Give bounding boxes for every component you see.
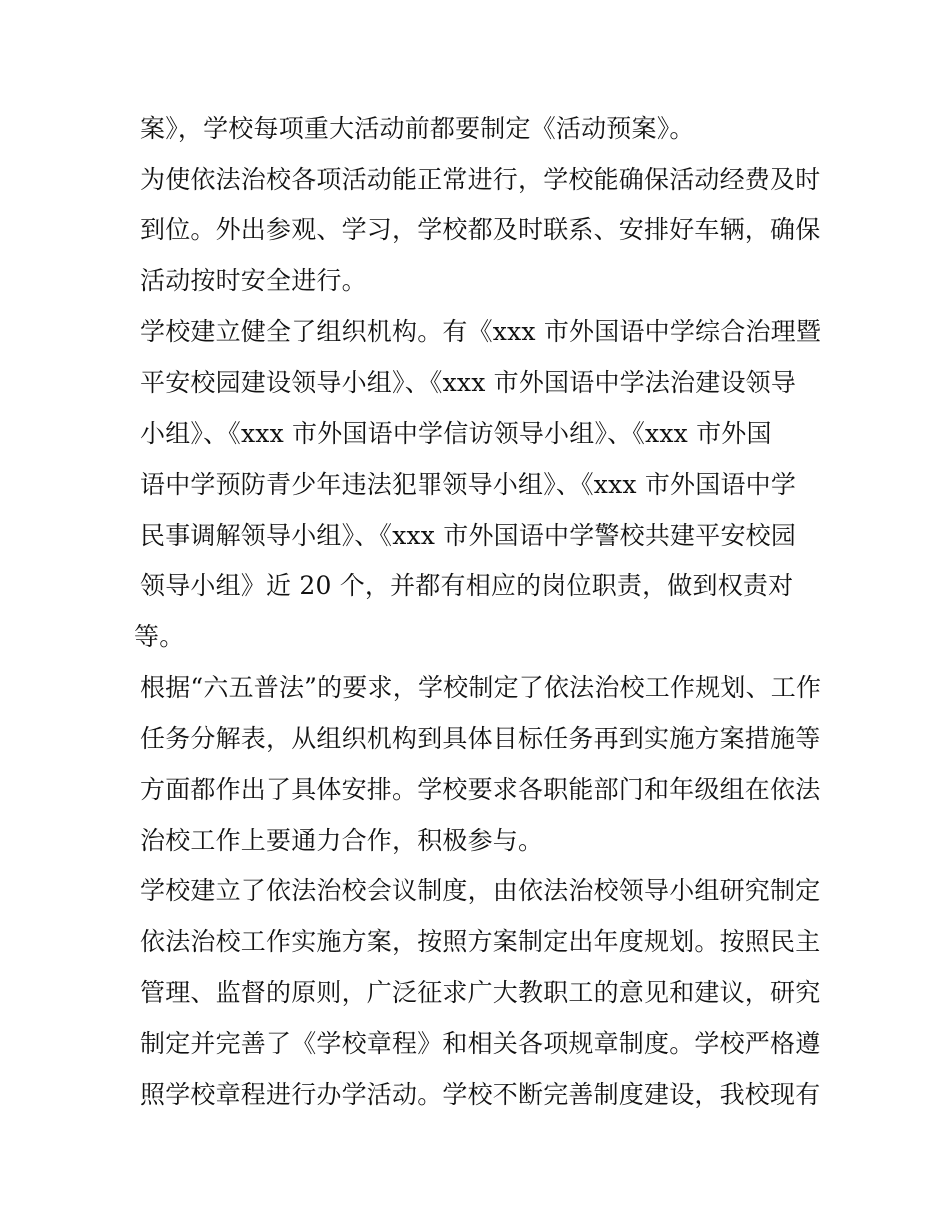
text-line: 照学校章程进行办学活动。学校不断完善制度建设，我校现有 <box>140 1080 821 1109</box>
text-line: 制定并完善了《学校章程》和相关各项规章制度。学校严格遵 <box>140 1029 821 1058</box>
text-line: 领导小组》近 20 个，并都有相应的岗位职责，做到权责对 <box>140 571 794 600</box>
text-line: 方面都作出了具体安排。学校要求各职能部门和年级组在依法 <box>140 775 821 804</box>
text-line: 民事调解领导小组》、《xxx 市外国语中学警校共建平安校园 <box>140 521 797 550</box>
text-line: 任务分解表，从组织机构到具体目标任务再到实施方案措施等 <box>140 724 821 753</box>
text-line: 学校建立了依法治校会议制度，由依法治校领导小组研究制定 <box>140 876 821 905</box>
text-line: 根据“六五普法”的要求，学校制定了依法治校工作规划、工作 <box>140 673 822 702</box>
text-line: 活动按时安全进行。 <box>140 266 367 295</box>
text-line: 小组》、《xxx 市外国语中学信访领导小组》、《xxx 市外国 <box>140 419 772 448</box>
text-line: 等。 <box>134 622 185 651</box>
text-line: 案》，学校每项重大活动前都要制定《活动预案》。 <box>140 114 695 143</box>
text-line: 依法治校工作实施方案，按照方案制定出年度规划。按照民主 <box>140 927 821 956</box>
text-line: 到位。外出参观、学习，学校都及时联系、安排好车辆，确保 <box>140 215 821 244</box>
text-line: 为使依法治校各项活动能正常进行，学校能确保活动经费及时 <box>140 165 821 194</box>
text-line: 语中学预防青少年违法犯罪领导小组》、《xxx 市外国语中学 <box>140 470 797 499</box>
text-line: 治校工作上要通力合作，积极参与。 <box>140 826 544 855</box>
text-line: 学校建立健全了组织机构。有《xxx 市外国语中学综合治理暨 <box>140 317 822 346</box>
text-line: 平安校园建设领导小组》、《xxx 市外国语中学法治建设领导 <box>140 368 797 397</box>
text-line: 管理、监督的原则，广泛征求广大教职工的意见和建议，研究 <box>140 978 821 1007</box>
